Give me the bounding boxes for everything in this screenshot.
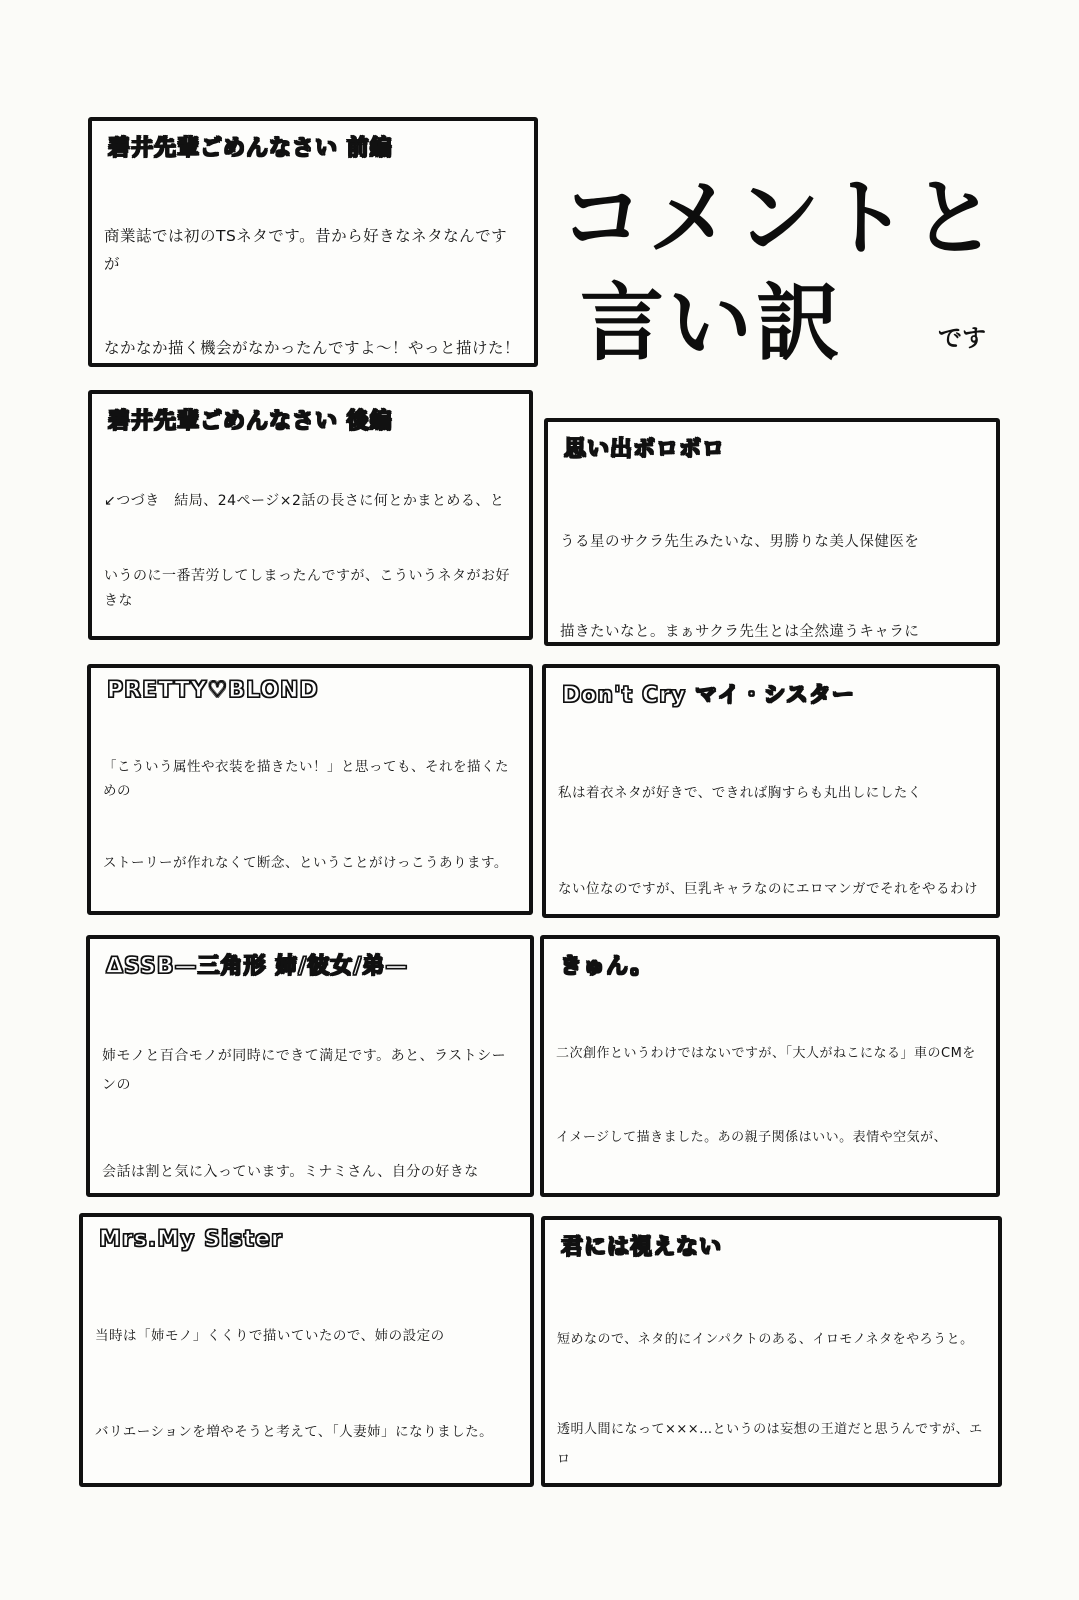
- box-body: [557, 1265, 986, 1487]
- text-line: イメージして描きました。あの親子関係はいい。表情や空気が、: [556, 1130, 948, 1145]
- box-body: [556, 984, 984, 1197]
- text-line: 当時は「姉モノ」くくりで描いていたので、姉の設定の: [95, 1328, 445, 1344]
- box-body: [104, 439, 517, 640]
- box-body: [558, 713, 984, 918]
- text-line: 透明人間になって×××…というのは妄想の王道だと思うんですが、エロ: [557, 1422, 983, 1467]
- text-line: 「こういう属性や衣装を描きたい！」と思っても、それを描くための: [103, 759, 509, 799]
- comment-box: [544, 418, 1000, 646]
- heading-line-2: 言い訳: [580, 274, 845, 372]
- text-line: いうのに一番苦労してしまったんですが、こういうネタがお好きな: [104, 568, 510, 609]
- comment-box: [542, 664, 1000, 918]
- box-title: 碧井先輩ごめんなさい 前編: [108, 136, 393, 161]
- comment-box: [86, 935, 534, 1197]
- text-line: バリエーションを増やそうと考えて、「人妻姉」になりました。: [95, 1424, 494, 1440]
- heading-line-1: コメントと: [560, 169, 1001, 267]
- box-title: 思い出ボロボロ: [564, 437, 726, 462]
- comment-box: [540, 935, 1000, 1197]
- box-title: PRETTY♡BLOND: [107, 678, 319, 703]
- text-line: ストーリーが作れなくて断念、ということがけっこうあります。: [103, 855, 508, 871]
- box-body: [103, 707, 517, 915]
- text-line: 会話は割と気に入っています。ミナミさん、自分の好きな: [102, 1164, 479, 1180]
- box-body: [104, 166, 522, 367]
- comment-box: [87, 664, 533, 915]
- text-line: 商業誌では初のTSネタです。昔から好きなネタなんですが: [104, 227, 508, 273]
- text-line: うる星のサクラ先生みたいな、男勝りな美人保健医を: [560, 534, 920, 550]
- text-line: 私は着衣ネタが好きで、できれば胸すらも丸出しにしたく: [558, 785, 922, 801]
- box-body: [560, 467, 984, 646]
- comment-box: [541, 1216, 1002, 1487]
- box-body: [95, 1256, 518, 1487]
- box-title: 碧井先輩ごめんなさい 後編: [108, 409, 393, 434]
- text-line: なかなか描く機会がなかったんですよ〜！やっと描けた！: [104, 339, 521, 357]
- box-body: [102, 984, 518, 1197]
- text-line: 短めなので、ネタ的にインパクトのある、イロモノネタをやろうと。: [557, 1332, 974, 1347]
- heading-suffix: です: [938, 324, 986, 352]
- comment-box: [88, 117, 538, 367]
- box-title: Don't Cry マイ・シスター: [562, 683, 855, 708]
- comment-box: [79, 1213, 534, 1487]
- box-title: きゅん。: [560, 954, 654, 979]
- page-heading: [560, 170, 1030, 400]
- comment-box: [88, 390, 533, 640]
- text-line: 二次創作というわけではないですが、「大人がねこになる」車のCMを: [556, 1046, 976, 1061]
- text-line: 姉モノと百合モノが同時にできて満足です。あと、ラストシーンの: [102, 1048, 507, 1093]
- text-line: 描きたいなと。まぁサクラ先生とは全然違うキャラに: [560, 624, 920, 640]
- text-line: ↙つづき 結局、24ページ×2話の長さに何とかまとめる、と: [104, 493, 505, 509]
- box-title: Mrs.My Sister: [99, 1227, 283, 1252]
- box-title: ΔSSB—三角形 姉/彼女/弟—: [106, 954, 409, 979]
- text-line: ない位なのですが、巨乳キャラなのにエロマンガでそれをやるわけ: [558, 881, 978, 897]
- box-title: 君には視えない: [561, 1235, 723, 1260]
